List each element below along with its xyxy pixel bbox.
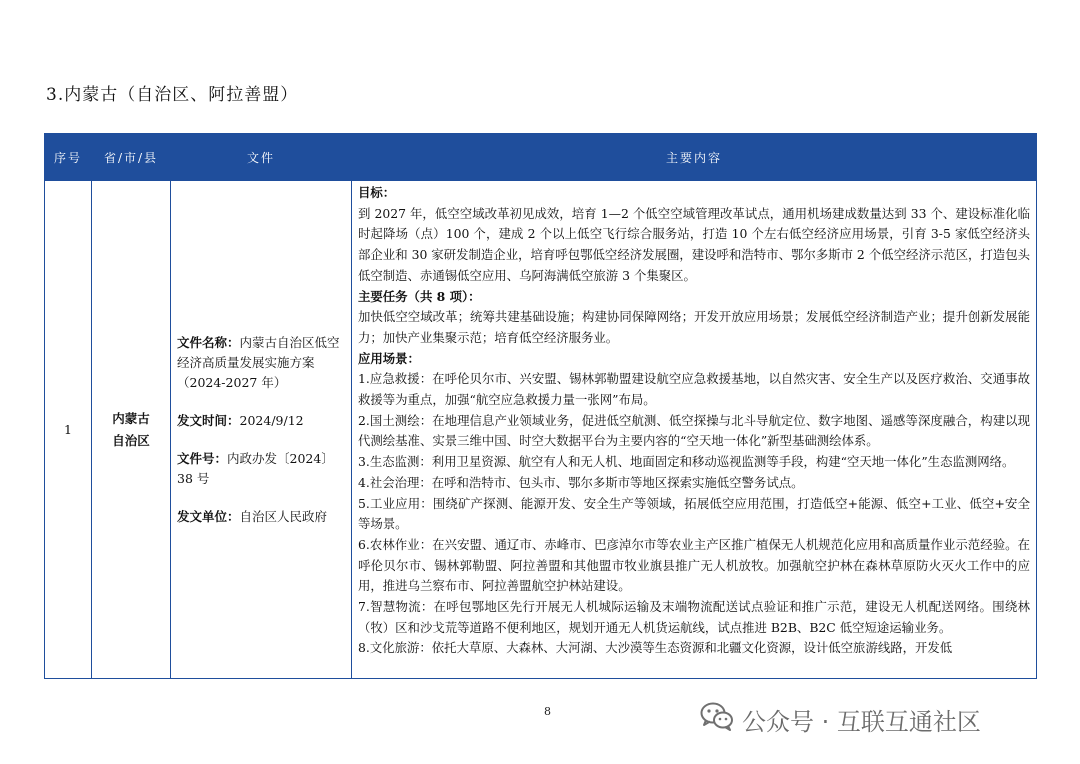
scenario-item: 5.工业应用：围绕矿产探测、能源开发、安全生产等领域，拓展低空应用范围，打造低空+能源、低空+工业、低空+安全等场景。	[358, 495, 1030, 532]
file-doc-no-label: 文件号：	[177, 450, 228, 466]
header-content: 主要内容	[352, 134, 1037, 181]
scenario-item: 3.生态监测：利用卫星资源、航空有人和无人机、地面固定和移动巡视监测等手段，构建“空天地一体化”生态监测网络。	[358, 454, 1015, 470]
header-region: 省/市/县	[92, 134, 171, 181]
scenario-item: 2.国土测绘：在地理信息产业领域业务，促进低空航测、低空探操与北斗导航定位、数字地图、遥感等深度融合，构建以现代测绘基准、实景三维中国、时空大数据平台为主要内容的“空天地一体化”新型基础测绘体系。	[358, 412, 1030, 449]
table-header-row	[45, 134, 1037, 181]
file-issuer-value: 自治区人民政府	[239, 508, 328, 524]
row-region	[92, 181, 171, 679]
row-file-info	[171, 181, 352, 679]
header-file: 文件	[171, 134, 352, 181]
tasks-text: 加快低空空域改革；统筹共建基础设施；构建协同保障网络；开发开放应用场景；发展低空经济制造产业；提升创新发展能力；加快产业集聚示范；培育低空经济服务业。	[358, 309, 1030, 345]
file-name-value: 内蒙古自治区低空经济高质量发展实施方案（2024-2027 年）	[177, 334, 340, 390]
row-main-content	[352, 181, 1037, 679]
file-doc-no-value: 内政办发〔2024〕38 号	[177, 450, 334, 486]
main-content-text	[358, 183, 1030, 678]
scenario-item: 8.文化旅游：依托大草原、大森林、大河湖、大沙漠等生态资源和北疆文化资源，设计低空旅游线路，开发低	[358, 640, 953, 656]
scenario-item: 7.智慧物流：在呼包鄂地区先行开展无人机城际运输及末端物流配送试点验证和推广示范，建设无人机配送网络。围绕林（牧）区和沙戈荒等道路不便利地区，规划开通无人机货运航线，试点推进 B2B、B2C 低空短途运输业务。	[358, 599, 1030, 635]
file-date-label: 发文时间：	[177, 412, 240, 428]
goal-label: 目标：	[358, 185, 396, 200]
goal-text: 到 2027 年，低空空域改革初见成效，培育 1—2 个低空空域管理改革试点，通用机场建成数量达到 33 个、建设标准化临时起降场（点）100 个，建成 2 个以上低空飞行综合服务站，打造 10 个左右低空经济应用场景，引育 3-5 家低空经济头部企业和 30 家研发制造企业，培育呼包鄂低空经济发展圈，建设呼和浩特市、鄂尔多斯市 2 个低空经济示范区，打造包头低空制造、赤通锡低空应用、乌阿海满低空旅游 3 个集聚区。	[358, 205, 1030, 283]
file-date-value: 2024/9/12	[239, 412, 304, 428]
scenario-item: 1.应急救援：在呼伦贝尔市、兴安盟、锡林郭勒盟建设航空应急救援基地，以自然灾害、安全生产以及医疗救治、交通事故救援等为重点，加强“航空应急救援力量一张网”布局。	[358, 371, 1030, 408]
header-no: 序号	[45, 134, 92, 181]
file-date	[177, 411, 343, 431]
scenario-item: 4.社会治理：在呼和浩特市、包头市、鄂尔多斯市等地区探索实施低空警务试点。	[358, 474, 804, 490]
page-heading: 3.内蒙古（自治区、阿拉善盟）	[46, 85, 299, 105]
scenario-item: 6.农林作业：在兴安盟、通辽市、赤峰市、巴彦淖尔市等农业主产区推广植保无人机规范化应用和高质量作业示范经验。在呼伦贝尔市、锡林郭勒盟、阿拉善盟和其他盟市牧业旗县推广无人机放牧。加强航空护林在森林草原防火灭火工作中的应用，推进乌兰察布市、阿拉善盟航空护林站建设。	[358, 536, 1030, 594]
tasks-label: 主要任务（共 8 项）：	[358, 288, 481, 304]
scenarios-label: 应用场景：	[358, 350, 420, 366]
page-number: 8	[544, 705, 551, 718]
file-name	[177, 333, 343, 393]
region-name: 内蒙古自治区	[112, 410, 150, 448]
file-doc-no	[177, 449, 343, 489]
watermark-text: 公众号 · 互联互通社区	[742, 707, 981, 736]
file-issuer	[177, 507, 343, 527]
row-number: 1	[45, 181, 92, 679]
file-name-label: 文件名称：	[177, 334, 240, 350]
watermark	[700, 700, 981, 738]
wechat-icon	[700, 701, 734, 737]
policy-table	[44, 133, 1037, 679]
file-issuer-label: 发文单位：	[177, 508, 240, 524]
table-row	[45, 181, 1037, 679]
